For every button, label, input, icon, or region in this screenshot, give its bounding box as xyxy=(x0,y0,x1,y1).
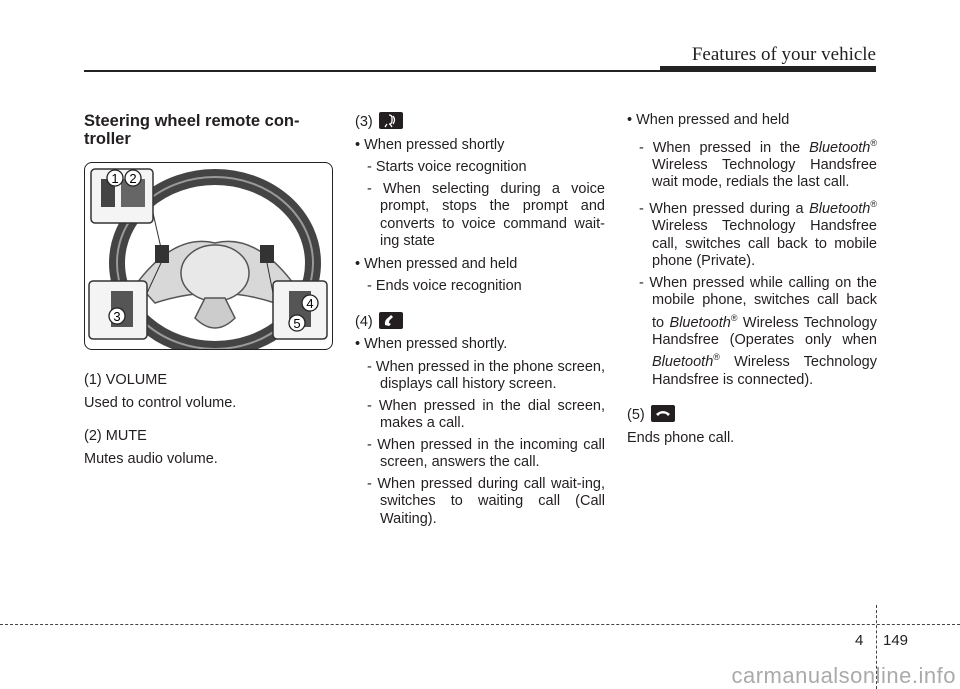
call-short-item: - When pressed in the dial screen, makes a call. xyxy=(367,397,605,431)
phone-call-icon xyxy=(379,312,403,329)
steering-wheel-illustration xyxy=(85,163,332,349)
callout-4: 4 xyxy=(306,296,314,311)
volume-label: (1) VOLUME xyxy=(84,372,167,388)
voice-held-item: - Ends voice recognition xyxy=(367,278,522,294)
callout-1: 1 xyxy=(111,171,119,186)
voice-held-bullet: • When pressed and held xyxy=(355,255,518,272)
section-heading: Steering wheel remote con-troller xyxy=(84,112,300,148)
call-short-bullet: • When pressed shortly. xyxy=(355,336,508,352)
end-desc: Ends phone call. xyxy=(627,429,735,446)
footer-rule xyxy=(0,624,960,625)
held-item-switch-back: - When pressed while calling on the mobile phone, switches call back to Bluetooth® Wireless Technology Handsfree (Operates only when Bluetooth® Wireless Technology Handsfree is connected). xyxy=(639,274,878,388)
voice-short-item: - Starts voice recognition xyxy=(367,159,527,175)
held-item-redial: - When pressed in the Bluetooth® Wireless Technology Handsfree wait mode, redials the last call. xyxy=(639,137,877,191)
volume-desc: Used to control volume. xyxy=(84,394,237,411)
end-call-icon xyxy=(651,405,675,422)
column-left xyxy=(84,112,334,468)
callout-3: 3 xyxy=(113,309,121,324)
end-button-row xyxy=(627,405,877,425)
callout-2: 2 xyxy=(129,171,137,186)
voice-short-item: - When selecting during a voice prompt, stops the prompt and converts to voice command wait-ing state xyxy=(367,180,605,249)
held-item-private: - When pressed during a Bluetooth® Wireless Technology Handsfree call, switches call back to mobile phone (Private). xyxy=(639,198,877,270)
chapter-number: 4 xyxy=(855,632,864,649)
mute-label: (2) MUTE xyxy=(84,428,147,444)
call-short-item: - When pressed in the phone screen, displays call history screen. xyxy=(367,358,605,392)
callout-5: 5 xyxy=(293,316,301,331)
steering-wheel-figure xyxy=(84,162,333,350)
header-title: Features of your vehicle xyxy=(691,44,876,65)
voice-recognition-icon xyxy=(379,112,403,129)
mute-desc: Mutes audio volume. xyxy=(84,450,218,467)
call-short-item: - When pressed during call wait-ing, switches to waiting call (Call Waiting). xyxy=(367,475,605,527)
held-bullet: • When pressed and held xyxy=(627,112,790,128)
page-number: 149 xyxy=(883,632,909,649)
call-button-row xyxy=(355,312,605,332)
column-middle xyxy=(355,112,605,528)
watermark: carmanualsonline.info xyxy=(731,663,956,688)
end-label: (5) xyxy=(627,407,645,424)
column-right xyxy=(627,112,877,447)
call-label: (4) xyxy=(355,313,373,330)
header-rule-accent xyxy=(660,66,876,72)
voice-button-row xyxy=(355,112,605,132)
voice-label: (3) xyxy=(355,114,373,130)
call-short-item: - When pressed in the incoming call screen, answers the call. xyxy=(367,436,605,470)
voice-short-bullet: • When pressed shortly xyxy=(355,136,505,153)
